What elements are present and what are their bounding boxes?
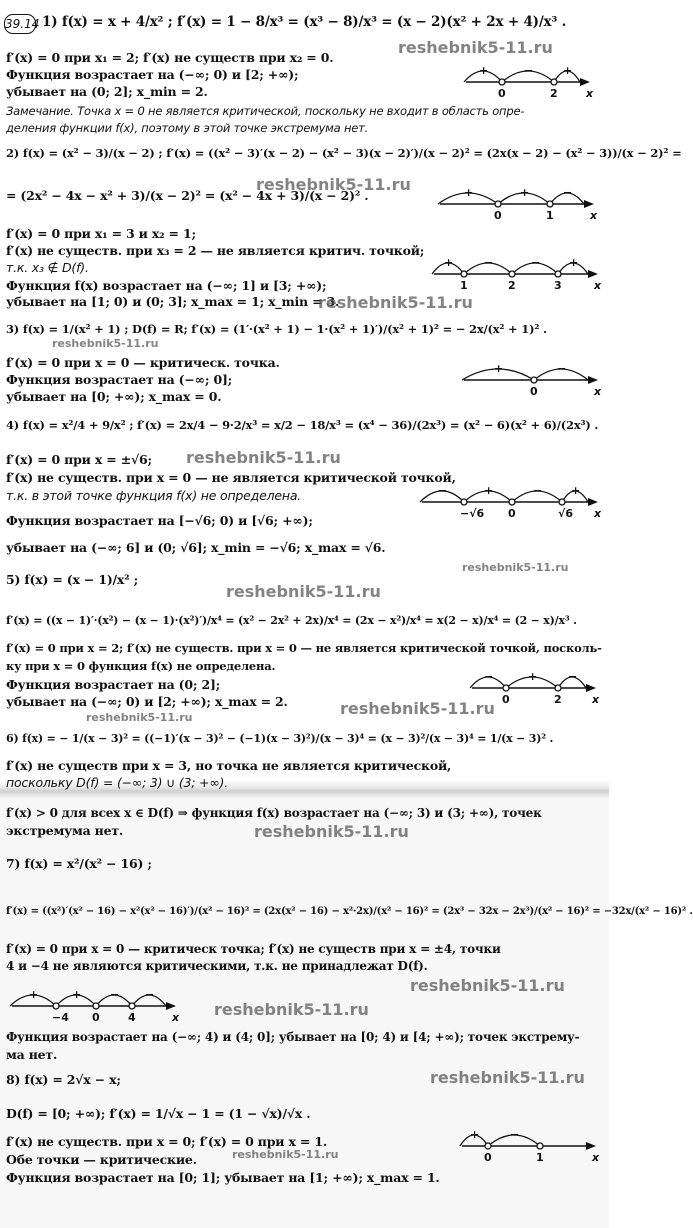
line-8-1: 8) f(x) = 2√x − x; xyxy=(6,1072,121,1087)
axis-label: x xyxy=(590,209,598,222)
line-3-3: Функция возрастает на (−∞; 0]; xyxy=(6,372,233,387)
critical-point xyxy=(495,201,501,207)
point-label: 0 xyxy=(92,1011,100,1024)
watermark: reshebnik5-11.ru xyxy=(318,293,473,312)
line-8-3: f′(x) не существ. при x = 0; f′(x) = 0 при x = 1. xyxy=(6,1134,327,1149)
line-4-4: т.к. в этой точке функция f(x) не определена. xyxy=(6,488,302,503)
axis-label: x xyxy=(592,1151,600,1164)
critical-point xyxy=(555,685,561,691)
critical-point xyxy=(461,499,467,505)
line-7-4: 4 и −4 не являются критическими, т.к. не принадлежат D(f). xyxy=(6,959,428,973)
line-4-6: убывает на (−∞; 6] и (0; √6]; x_min = −√6; x_max = √6. xyxy=(6,540,386,555)
point-label: −√6 xyxy=(460,507,485,520)
sign-label: + xyxy=(494,362,504,375)
line-6-1: 6) f(x) = − 1/(x − 3)² = ((−1)′(x − 3)² − (−1)(x − 3)²)/(x − 3)⁴ = (x − 3)²/(x − 3)⁴ = 1/(x − 3)² . xyxy=(6,732,554,745)
axis-label: x xyxy=(594,385,602,398)
sign-label: + xyxy=(470,1128,480,1141)
watermark: reshebnik5-11.ru xyxy=(256,175,411,194)
sign-diagram-3 xyxy=(432,250,602,290)
sign-diagram-5 xyxy=(420,478,602,518)
watermark: reshebnik5-11.ru xyxy=(462,561,569,574)
critical-point xyxy=(485,1143,491,1149)
watermark: reshebnik5-11.ru xyxy=(186,448,341,467)
watermark: reshebnik5-11.ru xyxy=(226,582,381,601)
point-label: 0 xyxy=(494,209,502,222)
sign-label: + xyxy=(29,988,39,1001)
sign-diagram-8 xyxy=(460,1122,600,1162)
sign-label: − xyxy=(438,484,448,497)
critical-point xyxy=(93,1003,99,1009)
critical-point xyxy=(461,271,467,277)
line-2-4: f′(x) не существ. при x₃ = 2 — не является критич. точкой; xyxy=(6,243,425,258)
axis-arrowhead xyxy=(588,498,598,506)
critical-point xyxy=(531,377,537,383)
sign-label: + xyxy=(563,64,573,77)
critical-point xyxy=(551,79,557,85)
line-5-5: Функция возрастает на (0; 2]; xyxy=(6,677,221,692)
axis-label: x xyxy=(172,1011,180,1024)
point-label: 0 xyxy=(502,693,510,706)
axis-label: x xyxy=(592,693,600,706)
point-label: 2 xyxy=(554,693,562,706)
point-label: 0 xyxy=(530,385,538,398)
line-4-3: f′(x) не существ. при x = 0 — не является критической точкой, xyxy=(6,470,456,485)
sign-diagram-7 xyxy=(10,982,180,1022)
line-7-1: 7) f(x) = x²/(x² − 16) ; xyxy=(6,856,152,871)
axis-arrowhead xyxy=(586,1142,596,1150)
axis-label: x xyxy=(594,507,602,520)
line-2-2: = (2x² − 4x − x² + 3)/(x − 2)² = (x² − 4x + 3)/(x − 2)² . xyxy=(6,188,369,203)
line-1-3: Функция возрастает на (−∞; 0) и [2; +∞); xyxy=(6,67,299,82)
line-5-1: 5) f(x) = (x − 1)/x² ; xyxy=(6,572,139,587)
line-4-1: 4) f(x) = x²/4 + 9/x² ; f′(x) = 2x/4 − 9·2/x³ = x/2 − 18/x³ = (x⁴ − 36)/(2x³) = (x² − 6)(x² + 6)/(2x³) . xyxy=(6,418,599,432)
watermark: reshebnik5-11.ru xyxy=(214,1000,369,1019)
point-label: 2 xyxy=(508,279,516,292)
sign-diagram-4 xyxy=(462,356,602,396)
sign-label: − xyxy=(524,64,534,77)
line-3-4: убывает на [0; +∞); x_max = 0. xyxy=(6,389,222,404)
critical-point xyxy=(537,1143,543,1149)
sign-label: − xyxy=(510,1128,520,1141)
sign-label: − xyxy=(531,256,541,269)
line-5-2: f′(x) = ((x − 1)′·(x²) − (x − 1)·(x²)′)/x⁴ = (x² − 2x² + 2x)/x⁴ = (2x − x²)/x⁴ = x(2 − x)/x⁴ = (2 − x)/x³ . xyxy=(6,614,577,627)
watermark: reshebnik5-11.ru xyxy=(398,38,553,57)
sign-label: + xyxy=(484,484,494,497)
axis-arrowhead xyxy=(584,200,594,208)
sign-label: − xyxy=(563,186,573,199)
point-label: 1 xyxy=(460,279,468,292)
critical-point xyxy=(509,499,515,505)
line-1-6: деления функции f(x), поэтому в этой точке экстремума нет. xyxy=(6,121,369,135)
sign-diagram-1 xyxy=(464,58,594,98)
watermark: reshebnik5-11.ru xyxy=(254,822,409,841)
sign-diagram-6 xyxy=(470,664,600,704)
line-8-5: Функция возрастает на [0; 1]; убывает на [1; +∞); x_max = 1. xyxy=(6,1170,440,1185)
critical-point xyxy=(503,685,509,691)
line-3-1: 3) f(x) = 1/(x² + 1) ; D(f) = R; f′(x) = (1′·(x² + 1) − 1·(x² + 1)′)/(x² + 1)² = − 2x/(x² + 1)² . xyxy=(6,322,547,336)
sign-label: − xyxy=(484,256,494,269)
sign-label: + xyxy=(464,186,474,199)
sign-label: − xyxy=(533,484,543,497)
line-4-5: Функция возрастает на [−√6; 0) и [√6; +∞); xyxy=(6,513,313,528)
sign-label: + xyxy=(479,64,489,77)
sign-diagram-2 xyxy=(438,180,598,220)
watermark: reshebnik5-11.ru xyxy=(410,976,565,995)
critical-point xyxy=(53,1003,59,1009)
line-6-3: поскольку D(f) = (−∞; 3) ∪ (3; +∞). xyxy=(6,775,228,790)
critical-point xyxy=(559,499,565,505)
axis-arrowhead xyxy=(580,78,590,86)
line-8-4: Обе точки — критические. xyxy=(6,1152,197,1167)
watermark: reshebnik5-11.ru xyxy=(340,699,495,718)
sign-label: + xyxy=(528,670,538,683)
line-7-2: f′(x) = ((x²)′(x² − 16) − x²(x² − 16)′)/(x² − 16)² = (2x(x² − 16) − x²·2x)/(x² − 16)² = (2x³ − 32x − 2x³)/(x² − 16)² = −32x/(x² − 16)² . xyxy=(6,906,693,917)
point-label: 4 xyxy=(128,1011,136,1024)
sign-label: − xyxy=(557,362,567,375)
point-label: √6 xyxy=(558,507,573,520)
line-2-1: 2) f(x) = (x² − 3)/(x − 2) ; f′(x) = ((x² − 3)′(x − 2) − (x² − 3)(x − 2)′)/(x − 2)² = (2x(x − 2) − (x² − 3))/(x − 2)² = xyxy=(6,146,682,160)
sign-label: + xyxy=(72,988,82,1001)
watermark: reshebnik5-11.ru xyxy=(430,1068,585,1087)
axis-arrowhead xyxy=(588,376,598,384)
axis-arrowhead xyxy=(588,270,598,278)
point-label: 0 xyxy=(508,507,516,520)
sign-label: + xyxy=(571,484,581,497)
point-label: 0 xyxy=(484,1151,492,1164)
watermark: reshebnik5-11.ru xyxy=(86,711,193,724)
point-label: 2 xyxy=(550,87,558,100)
line-2-3: f′(x) = 0 при x₁ = 3 и x₂ = 1; xyxy=(6,226,196,241)
line-2-7: убывает на [1; 0) и (0; 3]; x_max = 1; x_min = 3. xyxy=(6,294,340,309)
line-1-4: убывает на (0; 2]; x_min = 2. xyxy=(6,84,208,99)
line-1-2: f′(x) = 0 при x₁ = 2; f′(x) не существ при x₂ = 0. xyxy=(6,50,334,65)
problem-number: 39.14 xyxy=(4,14,36,34)
line-5-3: f′(x) = 0 при x = 2; f′(x) не существ. при x = 0 — не является критической точкой, посколь- xyxy=(6,641,602,655)
point-label: −4 xyxy=(52,1011,69,1024)
critical-point xyxy=(547,201,553,207)
line-1-1: 1) f(x) = x + 4/x² ; f′(x) = 1 − 8/x³ = (x³ − 8)/x³ = (x − 2)(x² + 2x + 4)/x³ . xyxy=(42,14,567,30)
watermark: reshebnik5-11.ru xyxy=(232,1148,339,1161)
sign-label: − xyxy=(145,988,155,1001)
line-7-5: Функция возрастает на (−∞; 4) и (4; 0]; убывает на [0; 4) и [4; +∞); точек экстрему- xyxy=(6,1030,580,1044)
sign-label: + xyxy=(569,256,579,269)
sign-label: − xyxy=(484,670,494,683)
line-4-2: f′(x) = 0 при x = ±√6; xyxy=(6,452,152,467)
axis-label: x xyxy=(586,87,594,100)
sign-label: + xyxy=(444,256,454,269)
point-label: 0 xyxy=(498,87,506,100)
line-6-4: f′(x) > 0 для всех x ∈ D(f) ⇒ функция f(x) возрастает на (−∞; 3) и (3; +∞), точек xyxy=(6,806,542,820)
critical-point xyxy=(509,271,515,277)
sign-label: − xyxy=(568,670,578,683)
point-label: 1 xyxy=(546,209,554,222)
critical-point xyxy=(555,271,561,277)
line-2-6: Функция f(x) возрастает на (−∞; 1] и [3; +∞); xyxy=(6,278,327,293)
axis-arrowhead xyxy=(166,1002,176,1010)
point-label: 1 xyxy=(536,1151,544,1164)
line-8-2: D(f) = [0; +∞); f′(x) = 1/√x − 1 = (1 − √x)/√x . xyxy=(6,1106,311,1121)
line-1-5: Замечание. Точка x = 0 не является критической, поскольку не входит в область опре- xyxy=(6,104,525,118)
line-7-3: f′(x) = 0 при x = 0 — критическ точка; f′(x) не существ при x = ±4, точки xyxy=(6,942,501,956)
line-6-5: экстремума нет. xyxy=(6,823,124,838)
line-5-6: убывает на (−∞; 0) и [2; +∞); x_max = 2. xyxy=(6,694,288,709)
line-6-2: f′(x) не существ при x = 3, но точка не является критической, xyxy=(6,758,452,773)
watermark: reshebnik5-11.ru xyxy=(52,337,159,350)
line-3-2: f′(x) = 0 при x = 0 — критическ. точка. xyxy=(6,355,280,370)
line-7-6: ма нет. xyxy=(6,1047,58,1062)
sign-label: + xyxy=(520,186,530,199)
axis-arrowhead xyxy=(586,684,596,692)
line-5-4: ку при x = 0 функция f(x) не определена. xyxy=(6,659,276,673)
point-label: 3 xyxy=(554,279,562,292)
critical-point xyxy=(129,1003,135,1009)
sign-label: − xyxy=(110,988,120,1001)
axis-label: x xyxy=(594,279,602,292)
critical-point xyxy=(499,79,505,85)
line-2-5: т.к. x₃ ∉ D(f). xyxy=(6,260,89,275)
